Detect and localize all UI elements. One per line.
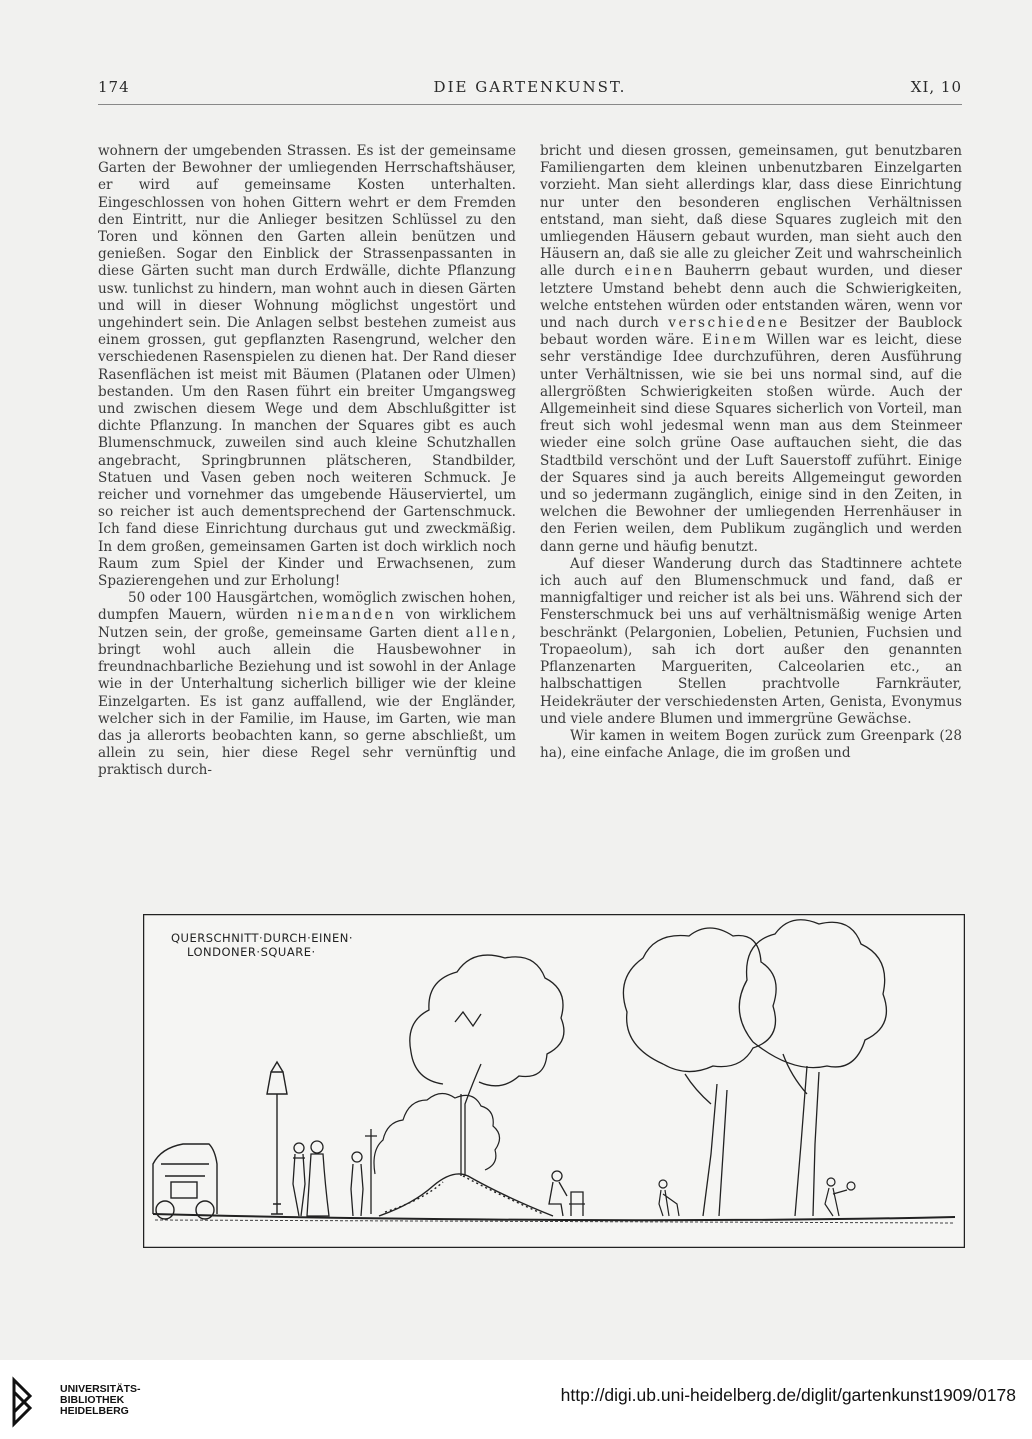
paragraph: Auf dieser Wanderung durch das Stadtinnere achtete ich auch auf den Blumenschmuck und fand, daß er mannigfaltiger und reicher ist als bei uns. Während sich der Fensterschmuck bei uns auf verhältnismäßig wenige Arten beschränkt (Pelargonien, Lobelien, Petunien, Fuchsien und Tropaeolum), sah ich dort außer den genannten Pflanzenarten Margueriten, Calceolarien etc., an halbschattigen Stellen prachtvolle Farnkräuter, Heidekräuter der verschiedensten Arten, Genista, Evonymus und viele andere Blumen und immergrüne Gewächse.: [540, 555, 962, 727]
figure-frame: [144, 915, 965, 1248]
cross-section-illustration: [143, 914, 965, 1248]
header-rule: [98, 104, 962, 105]
running-header: [98, 78, 962, 100]
paragraph: wohnern der umgebenden Strassen. Es ist der gemeinsame Garten der Bewohner der umliegenden Herrschaftshäuser, er wird auf gemeinsame Kosten unterhalten. Eingeschlossen von hohen Gittern wehrt er dem Fremden den Eintritt, nur die Anlieger besitzen Schlüssel zu den Toren und können den Garten allein benützen und genießen. Sogar den Einblick der Strassenpassanten in diese Gärten sucht man durch Erdwälle, dichte Pflanzung usw. tunlichst zu hindern, man wohnt auch in diesen Gärten und will in dieser Wohnung möglichst ungestört und ungehindert sein. Die Anlagen selbst bestehen zumeist aus einem grossen, gut gepflanzten Rasengrund, welcher den verschiedenen Rasenspielen zu dienen hat. Der Rand dieser Rasenflächen ist meist mit Bäumen (Platanen oder Ulmen) bestanden. Um den Rasen führt ein breiter Umgangsweg und zwischen diesem Wege und dem Abschlußgitter ist dichte Pflanzung. In manchen der Squares gibt es auch Blumenschmuck, zuweilen sind auch kleine Schutzhallen angebracht, Springbrunnen plätscheren, Standbilder, Statuen und Vasen geben noch weiteren Schmuck. Je reicher und vornehmer das umgebende Häuserviertel, um so reicher ist auch dementsprechend der Gartenschmuck. Ich fand diese Einrichtung durchaus gut und zweckmäßig. In dem großen, gemeinsamen Garten ist doch wirklich noch Raum zum Spiel der Kinder und Erwachsenen, zum Spazierengehen und zur Erholung!: [98, 143, 516, 590]
source-url-link[interactable]: http://digi.ub.uni-heidelberg.de/diglit/gartenkunst1909/0178: [560, 1385, 1016, 1405]
left-column: [98, 143, 516, 780]
volume-issue: XI, 10: [910, 78, 962, 96]
paragraph: Wir kamen in weitem Bogen zurück zum Greenpark (28 ha), eine einfache Anlage, die im großen und: [540, 727, 962, 762]
svg-text:QUERSCHNITT·DURCH·EINEN·: QUERSCHNITT·DURCH·EINEN·: [171, 931, 354, 945]
page-number: 174: [98, 78, 130, 96]
svg-text:LONDONER·SQUARE·: LONDONER·SQUARE·: [187, 945, 316, 959]
paragraph: 50 oder 100 Hausgärtchen, womöglich zwischen hohen, dumpfen Mauern, würden niemanden von wirklichem Nutzen sein, der große, gemeinsame Garten dient allen, bringt wohl auch allein die Hausbewohner in freundnachbarliche Beziehung und ist sowohl in der Anlage wie in der Unterhaltung sicherlich billiger wie der kleine Einzelgarten. Es ist ganz auffallend, wie der Engländer, welcher sich in der Familie, im Hause, im Garten, wie man das ja allerorts beobachten kann, so gerne abschließt, um allein zu sein, hier diese Regel sehr vernünftig und praktisch durch-: [98, 590, 516, 779]
library-logo: [10, 1372, 160, 1432]
library-emblem-icon: [10, 1372, 50, 1428]
journal-title: DIE GARTENKUNST.: [433, 78, 627, 96]
paragraph: bricht und diesen grossen, gemeinsamen, gut benutzbaren Familiengarten dem kleinen unbenutzbaren Einzelgarten vorzieht. Man sieht allerdings klar, dass diese Einrichtung nur unter den besonderen englischen Verhältnissen entstand, man sieht, daß diese Squares zugleich mit den umliegenden Häusern gebaut wurden, man sieht auch den Häusern an, daß sie alle zu gleicher Zeit und wahrscheinlich alle durch einen Bauherrn gebaut wurden, und dieser letztere Umstand behebt denn auch die Schwierigkeiten, welche entstehen würden oder entstanden wären, wenn vor und nach durch verschiedene Besitzer der Baublock bebaut worden wäre. Einem Willen war es leicht, diese sehr verständige Idee durchzuführen, deren Ausführung unter Verhältnissen, wie sie bei uns normal sind, auf die allergrößten Schwierigkeiten stoßen würde. Auch der Allgemeinheit sind diese Squares sicherlich von Vorteil, man freut sich wohl jedesmal wenn man aus dem Steinmeer wieder eine solch grüne Oase auftauchen sieht, die das Stadtbild verschönt und der Luft Sauerstoff zuführt. Einige der Squares sind ja auch bereits Allgemeingut geworden und so jedermann zugänglich, einige sind in den Zeiten, in welchen die Bewohner der umliegenden Herrenhäuser in den Ferien weilen, dem Publikum zugänglich und werden dann gerne und häufig benutzt.: [540, 143, 963, 555]
library-name: UNIVERSITÄTS- BIBLIOTHEK HEIDELBERG: [60, 1383, 141, 1417]
footer-bar: [0, 1360, 1032, 1439]
right-column: [540, 143, 962, 762]
